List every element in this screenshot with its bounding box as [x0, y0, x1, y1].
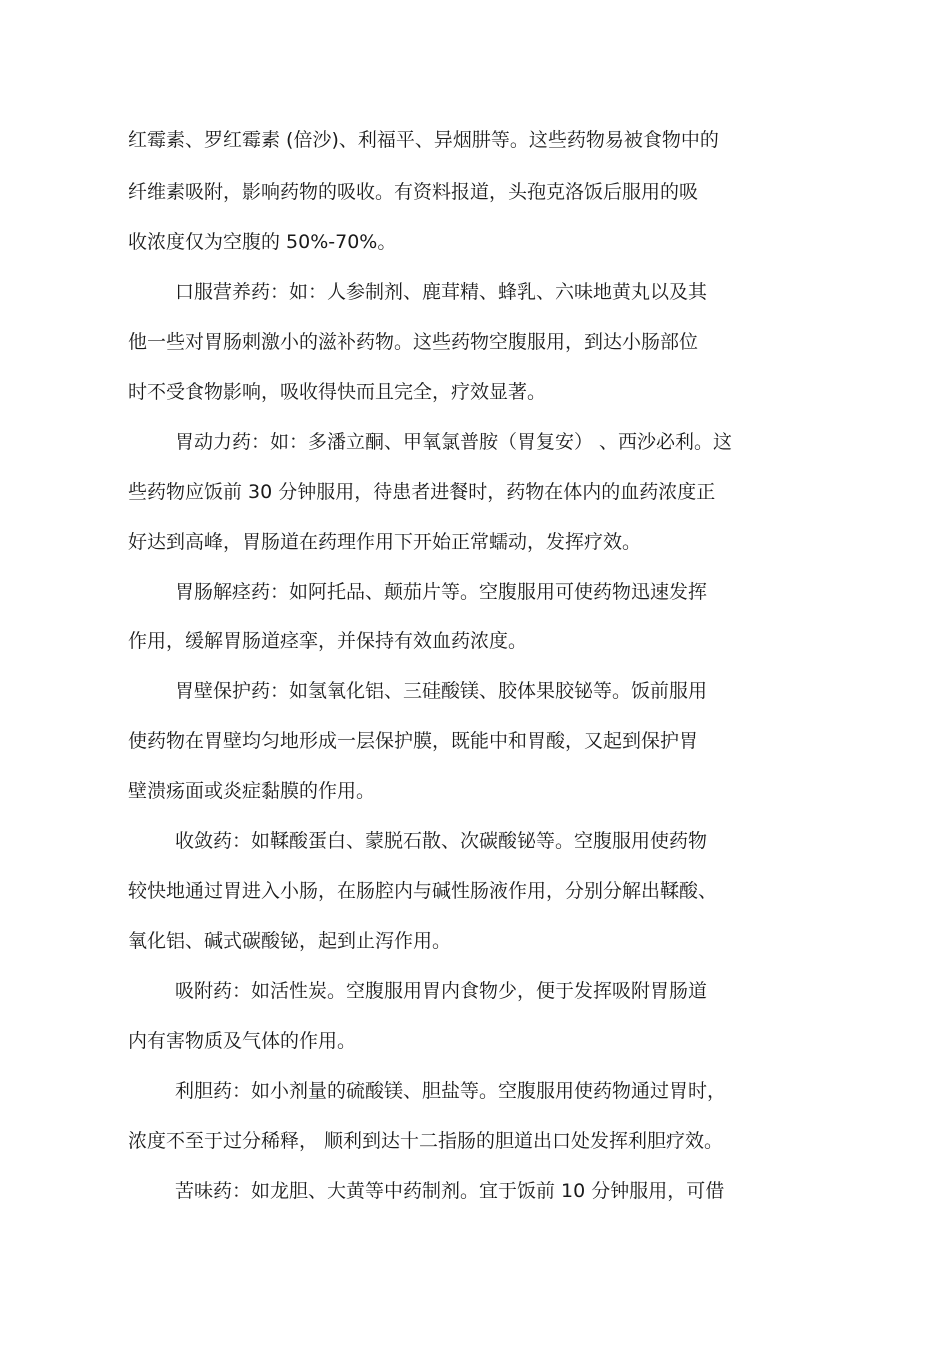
text-line: 较快地通过胃进入小肠，在肠腔内与碱性肠液作用，分别分解出鞣酸、 — [128, 880, 718, 902]
text-line: 纤维素吸附，影响药物的吸收。有资料报道，头孢克洛饭后服用的吸 — [128, 181, 699, 203]
paragraph-first-line: 苦味药：如龙胆、大黄等中药制剂。宜于饭前 10 分钟服用，可借 — [175, 1180, 725, 1202]
paragraph-first-line: 口服营养药：如：人参制剂、鹿茸精、蜂乳、六味地黄丸以及其 — [175, 281, 708, 303]
text-line: 好达到高峰，胃肠道在药理作用下开始正常蠕动，发挥疗效。 — [128, 531, 642, 553]
text-line: 些药物应饭前 30 分钟服用，待患者进餐时，药物在体内的血药浓度正 — [128, 481, 716, 503]
paragraph-first-line: 胃壁保护药：如氢氧化铝、三硅酸镁、胶体果胶铋等。饭前服用 — [175, 680, 708, 702]
paragraph-first-line: 收敛药：如鞣酸蛋白、蒙脱石散、次碳酸铋等。空腹服用使药物 — [175, 830, 708, 852]
text-line: 浓度不至于过分稀释， 顺利到达十二指肠的胆道出口处发挥利胆疗效。 — [128, 1130, 724, 1152]
paragraph-first-line: 胃动力药：如：多潘立酮、甲氧氯普胺（胃复安） 、西沙必利。这 — [175, 431, 733, 453]
text-line: 氧化铝、碱式碳酸铋，起到止泻作用。 — [128, 930, 452, 952]
text-line: 时不受食物影响，吸收得快而且完全，疗效显著。 — [128, 381, 547, 403]
text-line: 壁溃疡面或炎症黏膜的作用。 — [128, 780, 376, 802]
text-line: 收浓度仅为空腹的 50%-70%。 — [128, 231, 397, 253]
text-line: 他一些对胃肠刺激小的滋补药物。这些药物空腹服用，到达小肠部位 — [128, 331, 699, 353]
paragraph-first-line: 吸附药：如活性炭。空腹服用胃内食物少，便于发挥吸附胃肠道 — [175, 980, 708, 1002]
text-line: 使药物在胃壁均匀地形成一层保护膜，既能中和胃酸，又起到保护胃 — [128, 730, 699, 752]
paragraph-first-line: 利胆药：如小剂量的硫酸镁、胆盐等。空腹服用使药物通过胃时， — [175, 1080, 727, 1102]
paragraph-first-line: 胃肠解痉药：如阿托品、颠茄片等。空腹服用可使药物迅速发挥 — [175, 581, 708, 603]
text-line: 内有害物质及气体的作用。 — [128, 1030, 357, 1052]
text-line: 作用，缓解胃肠道痉挛，并保持有效血药浓度。 — [128, 630, 528, 652]
text-line: 红霉素、罗红霉素 (倍沙)、利福平、异烟肼等。这些药物易被食物中的 — [128, 129, 719, 151]
